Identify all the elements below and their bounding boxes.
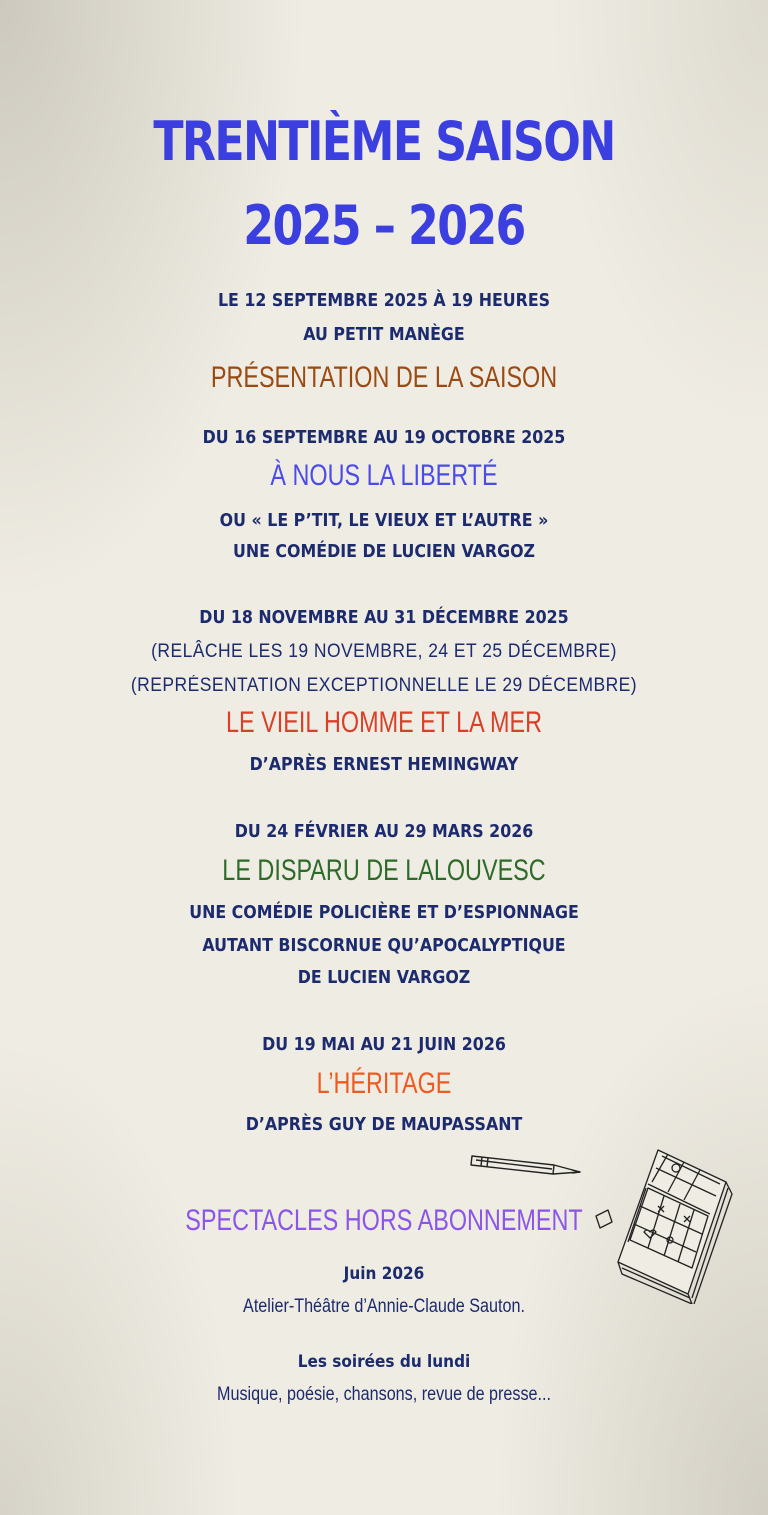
presentation-title: PRÉSENTATION DE LA SAISON — [210, 361, 558, 394]
show1-author: UNE COMÉDIE DE LUCIEN VARGOZ — [232, 541, 536, 562]
presentation-venue: AU PETIT MANÈGE — [303, 324, 465, 345]
show2-note-relache: (RELÂCHE LES 19 NOVEMBRE, 24 ET 25 DÉCEMBRE) — [151, 641, 617, 662]
presentation-date: LE 12 SEPTEMBRE 2025 À 19 HEURES — [217, 290, 551, 311]
pencil-icon — [468, 1150, 584, 1180]
show3-dates: DU 24 FÉVRIER AU 29 MARS 2026 — [234, 821, 534, 842]
show1-title: À NOUS LA LIBERTÉ — [270, 459, 498, 492]
extras-item2-heading: Les soirées du lundi — [297, 1352, 471, 1372]
show2-title: LE VIEIL HOMME ET LA MER — [226, 706, 542, 739]
show3-author: DE LUCIEN VARGOZ — [297, 967, 471, 988]
show2-note-exceptionnelle: (REPRÉSENTATION EXCEPTIONNELLE LE 29 DÉCEMBRE) — [130, 675, 638, 696]
show4-author: D’APRÈS GUY DE MAUPASSANT — [245, 1114, 523, 1135]
show3-subtitle-2: AUTANT BISCORNUE QU’APOCALYPTIQUE — [202, 935, 566, 956]
season-years: 2025 – 2026 — [243, 194, 525, 257]
extras-item1-text: Atelier-Théâtre d’Annie-Claude Sauton. — [243, 1296, 525, 1317]
show4-title: L’HÉRITAGE — [316, 1067, 452, 1100]
show1-subtitle: OU « LE P’TIT, LE VIEUX ET L’AUTRE » — [219, 510, 549, 531]
show1-dates: DU 16 SEPTEMBRE AU 19 OCTOBRE 2025 — [202, 427, 566, 448]
show2-dates: DU 18 NOVEMBRE AU 31 DÉCEMBRE 2025 — [199, 607, 569, 628]
season-title: TRENTIÈME SAISON — [153, 110, 615, 173]
extras-heading: SPECTACLES HORS ABONNEMENT — [185, 1204, 583, 1237]
show3-subtitle-1: UNE COMÉDIE POLICIÈRE ET D’ESPIONNAGE — [189, 902, 579, 923]
show3-title: LE DISPARU DE LALOUVESC — [222, 854, 546, 887]
show2-author: D’APRÈS ERNEST HEMINGWAY — [249, 754, 519, 775]
extras-item1-heading: Juin 2026 — [343, 1264, 425, 1284]
show4-dates: DU 19 MAI AU 21 JUIN 2026 — [262, 1034, 506, 1055]
extras-item2-text: Musique, poésie, chansons, revue de presse... — [217, 1384, 551, 1405]
